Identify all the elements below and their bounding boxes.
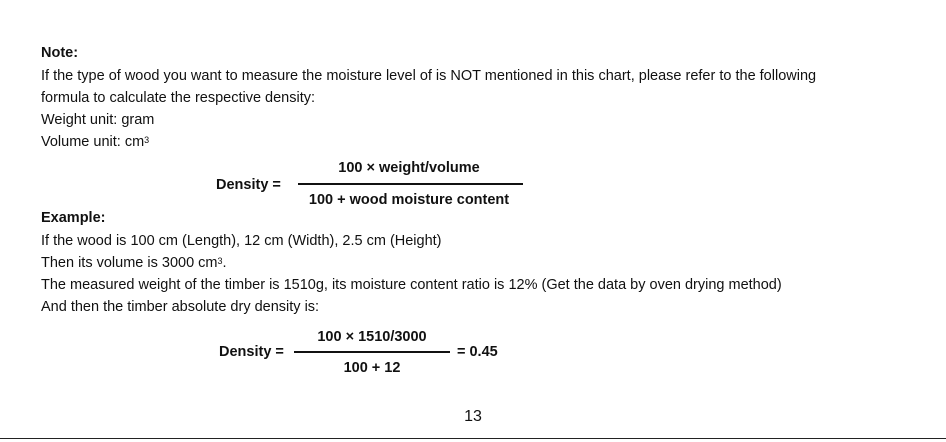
note-text-line-2: formula to calculate the respective density: <box>41 90 316 106</box>
bottom-divider <box>0 438 946 439</box>
example-volume-text: Then its volume is 3000 cm <box>41 255 218 271</box>
example-volume-line <box>41 254 227 272</box>
example-text-line-3: The measured weight of the timber is 1510g, its moisture content ratio is 12% (Get the data by oven drying method) <box>41 277 782 293</box>
example-heading: Example: <box>41 210 106 226</box>
example-text-line-1: If the wood is 100 cm (Length), 12 cm (Width), 2.5 cm (Height) <box>41 233 442 249</box>
note-heading: Note: <box>41 45 79 61</box>
formula-1-numerator: 100 × weight/volume <box>338 160 480 176</box>
formula-2-label: Density = <box>219 344 284 360</box>
note-text-line-1: If the type of wood you want to measure the moisture level of is NOT mentioned in this chart, please refer to the following <box>41 68 817 84</box>
weight-unit-text: Weight unit: gram <box>41 112 155 128</box>
formula-2-denominator: 100 + 12 <box>343 360 401 376</box>
example-volume-period: . <box>222 255 227 271</box>
volume-unit-text: Volume unit: cm <box>41 134 145 150</box>
example-text-line-4: And then the timber absolute dry density is: <box>41 299 320 315</box>
formula-1-label: Density = <box>216 177 281 193</box>
formula-1-denominator: 100 + wood moisture content <box>308 192 510 208</box>
volume-unit-line <box>41 133 149 151</box>
volume-unit-superscript: 3 <box>144 135 150 145</box>
example-volume-superscript: 3 <box>217 256 223 266</box>
formula-2-numerator: 100 × 1510/3000 <box>317 329 427 345</box>
page-number: 13 <box>464 408 482 425</box>
formula-1-fraction-bar <box>298 183 523 185</box>
formula-2-result: = 0.45 <box>457 344 498 360</box>
formula-2-fraction-bar <box>294 351 450 353</box>
